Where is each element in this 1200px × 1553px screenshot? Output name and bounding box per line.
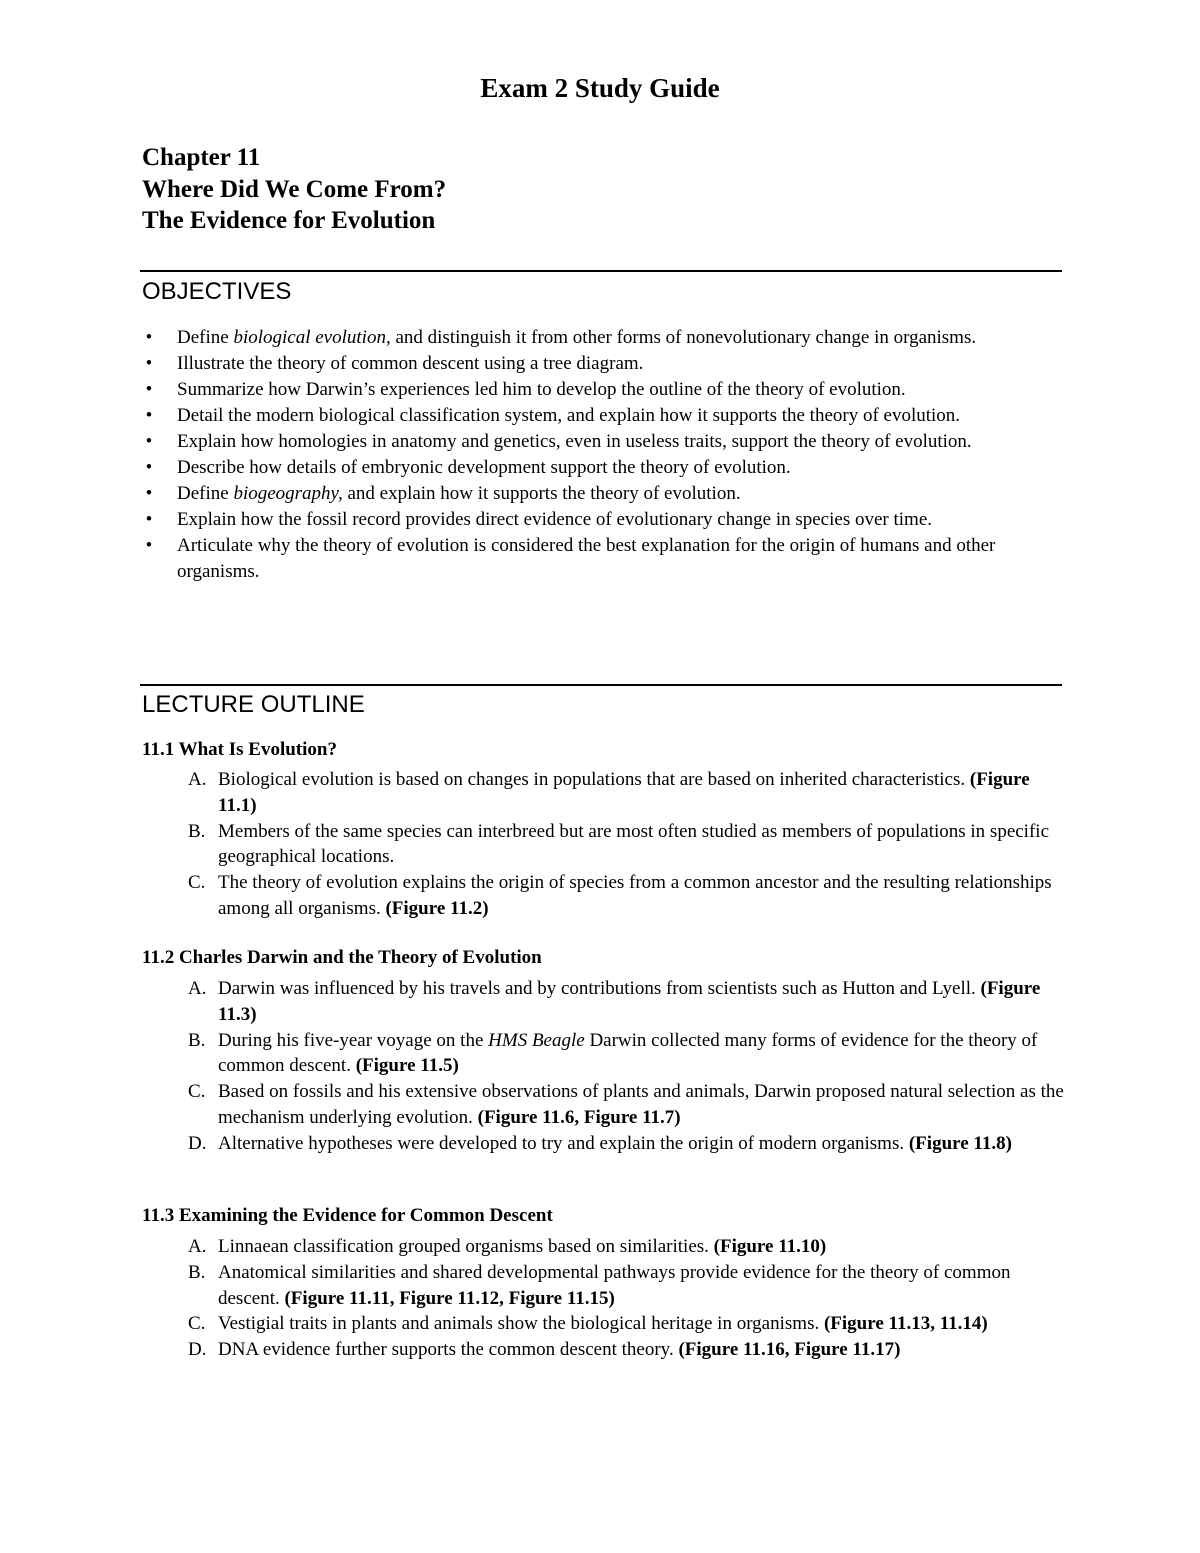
section-heading-11-1: 11.1 What Is Evolution? xyxy=(142,739,337,760)
bullet-icon: • xyxy=(145,353,153,374)
bullet-icon: • xyxy=(145,483,153,504)
objective-item: • Explain how the fossil record provides direct evidence of evolutionary change in species over time. xyxy=(140,507,1070,533)
bullet-icon: • xyxy=(145,457,153,478)
bullet-icon: • xyxy=(145,327,153,348)
objective-item: • Define biological evolution, and distinguish it from other forms of nonevolutionary change in organisms. xyxy=(140,325,1070,351)
objective-item: • Summarize how Darwin’s experiences led him to develop the outline of the theory of evolution. xyxy=(140,377,1070,403)
figure-reference: (Figure 11.16, Figure 11.17) xyxy=(678,1339,901,1361)
figure-reference: (Figure 11.11, Figure 11.12, Figure 11.15) xyxy=(284,1287,615,1309)
objective-item: • Detail the modern biological classification system, and explain how it supports the theory of evolution. xyxy=(140,403,1070,429)
section-heading-11-3: 11.3 Examining the Evidence for Common Descent xyxy=(142,1205,553,1226)
outline-item: B. Anatomical similarities and shared developmental pathways provide evidence for the theory of common descent. (Figure 11.11, Figure 11.12, Figure 11.15) xyxy=(188,1261,1011,1309)
objective-item: • Articulate why the theory of evolution is considered the best explanation for the origin of humans and other organisms. xyxy=(140,533,1070,585)
objective-item: • Illustrate the theory of common descent using a tree diagram. xyxy=(140,351,1070,377)
section-11-1-list xyxy=(188,767,1068,922)
chapter-title-line2: The Evidence for Evolution xyxy=(142,207,436,234)
lecture-outline-heading: LECTURE OUTLINE xyxy=(142,691,365,718)
outline-item: B. Members of the same species can interbreed but are most often studied as members of populations in specific geographical locations. xyxy=(188,820,1049,868)
bullet-icon: • xyxy=(145,535,153,556)
objective-item: • Define biogeography, and explain how it supports the theory of evolution. xyxy=(140,481,1070,507)
document-title: Exam 2 Study Guide xyxy=(480,73,720,103)
figure-reference: (Figure 11.8) xyxy=(908,1132,1012,1154)
bullet-icon: • xyxy=(145,405,153,426)
objectives-heading: OBJECTIVES xyxy=(142,278,292,305)
objectives-divider xyxy=(140,270,1062,272)
section-heading-11-2: 11.2 Charles Darwin and the Theory of Evolution xyxy=(142,947,542,968)
outline-item: C. Based on fossils and his extensive observations of plants and animals, Darwin proposed natural selection as the mechanism underlying evolution. (Figure 11.6, Figure 11.7) xyxy=(188,1081,1064,1128)
outline-item: D. DNA evidence further supports the common descent theory. (Figure 11.16, Figure 11.17) xyxy=(188,1339,901,1361)
outline-item: D. Alternative hypotheses were developed to try and explain the origin of modern organisms. (Figure 11.8) xyxy=(188,1132,1012,1154)
bullet-icon: • xyxy=(145,431,153,452)
objective-item: • Describe how details of embryonic development support the theory of evolution. xyxy=(140,455,1070,481)
figure-reference: (Figure 11.5) xyxy=(355,1055,459,1077)
figure-reference: (Figure 11.10) xyxy=(713,1236,827,1257)
outline-item: C. Vestigial traits in plants and animals show the biological heritage in organisms. (Figure 11.13, 11.14) xyxy=(188,1313,988,1335)
outline-item: A. Darwin was influenced by his travels and by contributions from scientists such as Hutton and Lyell. (Figure 11.3) xyxy=(188,978,1041,1025)
objective-item: • Explain how homologies in anatomy and genetics, even in useless traits, support the theory of evolution. xyxy=(140,429,1070,455)
chapter-title-line1: Where Did We Come From? xyxy=(142,175,447,203)
objectives-list xyxy=(140,325,1070,585)
chapter-heading xyxy=(142,142,446,237)
figure-reference: (Figure 11.2) xyxy=(385,897,489,919)
outline-item: B. During his five-year voyage on the HMS Beagle Darwin collected many forms of evidence for the theory of common descent. (Figure 11.5) xyxy=(188,1029,1038,1077)
section-11-3-list xyxy=(188,1234,1068,1363)
lecture-outline-divider xyxy=(140,684,1062,686)
figure-reference: (Figure 11.13, 11.14) xyxy=(823,1313,988,1335)
bullet-icon: • xyxy=(145,379,153,400)
section-11-2-list xyxy=(188,976,1068,1157)
figure-reference: (Figure 11.1) xyxy=(218,769,1030,816)
outline-item: A. Biological evolution is based on changes in populations that are based on inherited characteristics. (Figure 11.1) xyxy=(188,769,1030,816)
outline-item: A. Linnaean classification grouped organisms based on similarities. (Figure 11.10) xyxy=(188,1236,827,1257)
chapter-number: Chapter 11 xyxy=(142,144,261,171)
figure-reference: (Figure 11.6, Figure 11.7) xyxy=(477,1106,681,1128)
outline-item: C. The theory of evolution explains the origin of species from a common ancestor and the resulting relationships among all organisms. (Figure 11.2) xyxy=(188,872,1052,919)
bullet-icon: • xyxy=(145,509,153,530)
figure-reference: (Figure 11.3) xyxy=(218,978,1041,1025)
